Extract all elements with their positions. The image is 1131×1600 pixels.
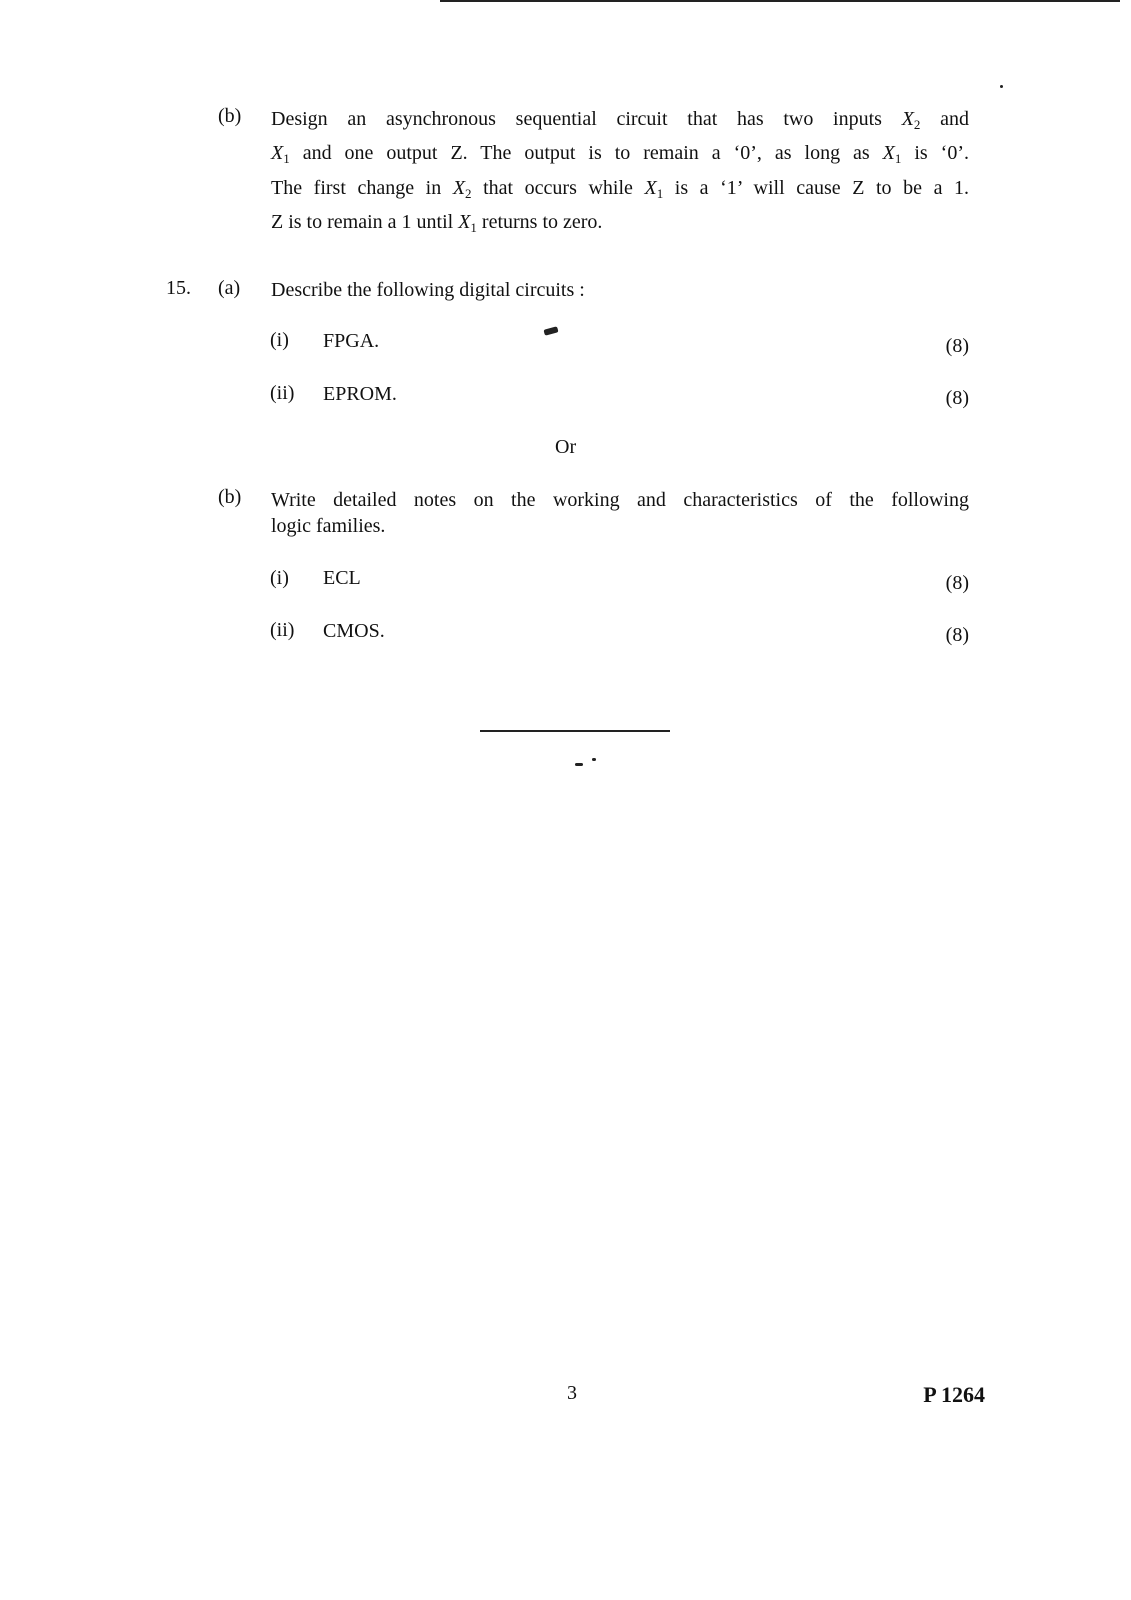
scan-speck [575, 763, 583, 766]
q14b-line-2: $X_1$ and one output Z. The output is to remain a ‘0’, as long as $X_1$ is ‘0’. [271, 142, 969, 166]
q15b-item-2-text: CMOS. [323, 620, 385, 642]
q15a-item-2-label: (ii) [270, 382, 295, 404]
q14b-line-3: The first change in $X_2$ that occurs while $X_1$ is a ‘1’ will cause Z to be a 1. [271, 177, 970, 201]
page-number: 3 [567, 1382, 577, 1404]
scan-speck [543, 326, 558, 335]
q14b-line-1: Design an asynchronous sequential circuit that has two inputs $X_2$ and [271, 108, 970, 132]
q15b-item-2-label: (ii) [270, 619, 295, 641]
scan-speck [592, 758, 596, 761]
q15b-item-1-marks: (8) [945, 572, 969, 594]
q15b-item-1-text: ECL [323, 567, 361, 589]
end-of-questions-rule [480, 730, 670, 732]
scan-speck [1000, 85, 1003, 88]
q15a-item-2-marks: (8) [945, 387, 969, 409]
q15a-text: Describe the following digital circuits : [271, 279, 585, 301]
q15a-item-1-marks: (8) [945, 335, 969, 357]
q15b-label: (b) [218, 486, 242, 508]
q14b-line-4: Z is to remain a 1 until $X_1$ returns to zero. [271, 211, 603, 235]
q14b-label: (b) [218, 105, 242, 127]
q15b-line-2: logic families. [271, 515, 386, 537]
q15b-item-1-label: (i) [270, 567, 289, 589]
q15a-item-1-label: (i) [270, 329, 289, 351]
q15b-item-2-marks: (8) [945, 624, 969, 646]
top-border-rule [440, 0, 1120, 2]
q15a-item-1-text: FPGA. [323, 330, 380, 352]
q15a-item-2-text: EPROM. [323, 383, 397, 405]
paper-code: P 1264 [923, 1382, 985, 1407]
or-separator: Or [555, 436, 577, 458]
q15b-line-1: Write detailed notes on the working and characteristics of the following [271, 489, 969, 511]
q15-number: 15. [166, 277, 191, 299]
q15a-label: (a) [218, 277, 241, 299]
